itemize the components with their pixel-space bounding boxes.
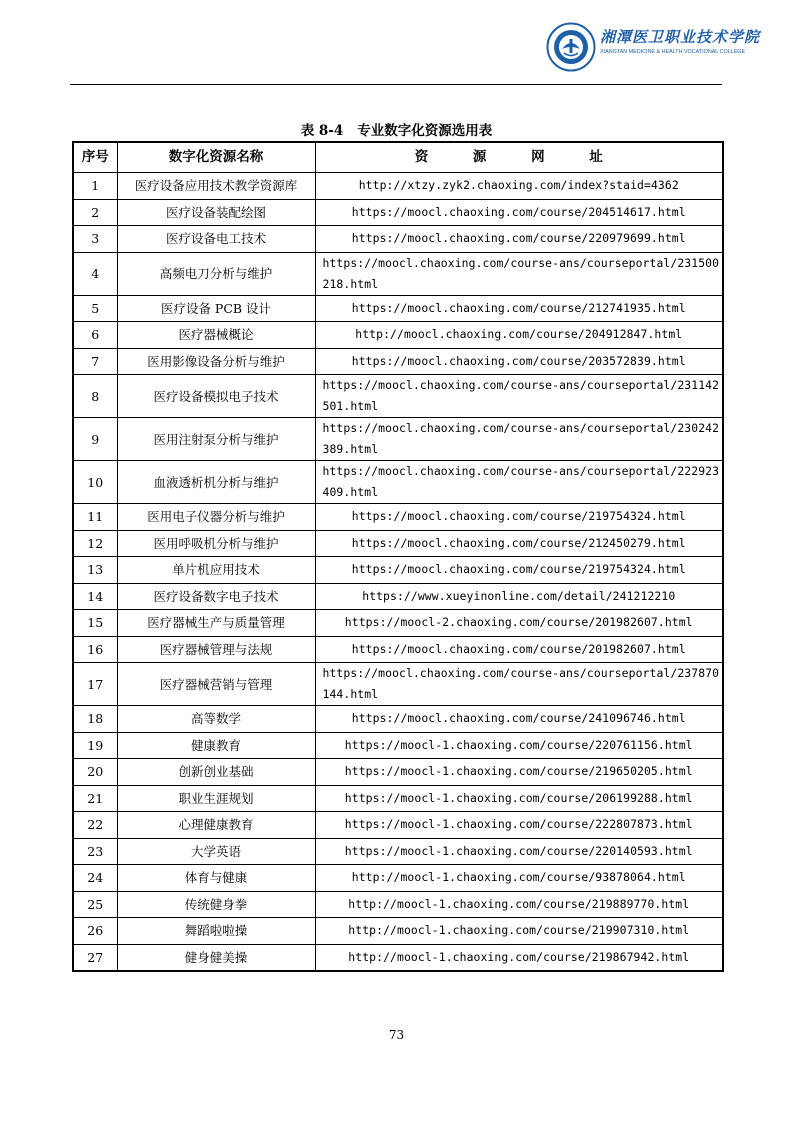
resource-name: 医疗设备应用技术教学资源库 [117, 173, 315, 200]
resource-name: 心理健康教育 [117, 812, 315, 839]
row-number: 14 [73, 583, 117, 610]
table-row [73, 944, 723, 971]
table-row [73, 461, 723, 504]
resource-url-link[interactable]: https://moocl.chaoxing.com/course/201982607.html [315, 636, 723, 663]
college-name-en: XIANGTAN MEDICINE & HEALTH VOCATIONAL COLLEGE [600, 49, 746, 55]
resource-url-link[interactable]: https://moocl-1.chaoxing.com/course/222807873.html [315, 812, 723, 839]
resource-name: 医疗器械概论 [117, 322, 315, 349]
row-number: 6 [73, 322, 117, 349]
header-divider [70, 84, 722, 85]
resource-url-link[interactable]: https://moocl.chaoxing.com/course/219754324.html [315, 557, 723, 584]
resource-name: 医用呼吸机分析与维护 [117, 530, 315, 557]
resource-name: 医疗器械营销与管理 [117, 663, 315, 706]
table-row [73, 706, 723, 733]
table-row [73, 583, 723, 610]
resource-url-link[interactable]: https://moocl-1.chaoxing.com/course/219650205.html [315, 759, 723, 786]
table-row [73, 785, 723, 812]
column-header-name: 数字化资源名称 [117, 142, 315, 173]
table-row [73, 891, 723, 918]
resource-url-link[interactable]: http://moocl.chaoxing.com/course/204912847.html [315, 322, 723, 349]
row-number: 22 [73, 812, 117, 839]
resource-url-link[interactable]: https://moocl-1.chaoxing.com/course/220140593.html [315, 838, 723, 865]
resource-url-link[interactable]: https://moocl.chaoxing.com/course/204514617.html [315, 199, 723, 226]
row-number: 9 [73, 418, 117, 461]
row-number: 1 [73, 173, 117, 200]
resource-url-link[interactable]: https://moocl.chaoxing.com/course/203572839.html [315, 348, 723, 375]
resource-name: 医疗设备电工技术 [117, 226, 315, 253]
table-row [73, 199, 723, 226]
row-number: 3 [73, 226, 117, 253]
row-number: 19 [73, 732, 117, 759]
college-logo-icon [546, 22, 596, 72]
resource-name: 医疗设备数字电子技术 [117, 583, 315, 610]
table-row [73, 418, 723, 461]
table-number: 表 8-4 [300, 123, 344, 139]
table-title: 专业数字化资源选用表 [357, 123, 493, 139]
resource-url-link[interactable]: https://moocl-1.chaoxing.com/course/220761156.html [315, 732, 723, 759]
table-row [73, 610, 723, 637]
table-row [73, 812, 723, 839]
table-row [73, 663, 723, 706]
resource-url-link[interactable]: https://moocl.chaoxing.com/course-ans/courseportal/230242389.html [315, 418, 723, 461]
table-row [73, 838, 723, 865]
resource-name: 血液透析机分析与维护 [117, 461, 315, 504]
resource-url-link[interactable]: https://moocl-2.chaoxing.com/course/201982607.html [315, 610, 723, 637]
table-row [73, 636, 723, 663]
resource-url-link[interactable]: https://moocl.chaoxing.com/course-ans/courseportal/237870144.html [315, 663, 723, 706]
resource-url-link[interactable]: https://moocl.chaoxing.com/course/220979699.html [315, 226, 723, 253]
resource-name: 舞蹈啦啦操 [117, 918, 315, 945]
resource-name: 医疗设备模拟电子技术 [117, 375, 315, 418]
row-number: 20 [73, 759, 117, 786]
resource-url-link[interactable]: http://moocl-1.chaoxing.com/course/219889770.html [315, 891, 723, 918]
resource-name: 医疗器械管理与法规 [117, 636, 315, 663]
row-number: 4 [73, 252, 117, 295]
resource-name: 健身健美操 [117, 944, 315, 971]
row-number: 17 [73, 663, 117, 706]
resource-url-link[interactable]: https://moocl.chaoxing.com/course/241096746.html [315, 706, 723, 733]
resource-name: 高等数学 [117, 706, 315, 733]
row-number: 7 [73, 348, 117, 375]
resource-name: 大学英语 [117, 838, 315, 865]
table-row [73, 732, 723, 759]
row-number: 16 [73, 636, 117, 663]
row-number: 8 [73, 375, 117, 418]
resource-url-link[interactable]: https://moocl.chaoxing.com/course/212741935.html [315, 295, 723, 322]
resource-name: 医疗设备装配绘图 [117, 199, 315, 226]
row-number: 5 [73, 295, 117, 322]
row-number: 13 [73, 557, 117, 584]
row-number: 23 [73, 838, 117, 865]
resource-name: 医疗设备 PCB 设计 [117, 295, 315, 322]
table-row [73, 557, 723, 584]
resource-name: 体育与健康 [117, 865, 315, 892]
college-name [600, 26, 770, 55]
table-row [73, 865, 723, 892]
row-number: 12 [73, 530, 117, 557]
resource-name: 职业生涯规划 [117, 785, 315, 812]
column-header-no: 序号 [73, 142, 117, 173]
table-row [73, 348, 723, 375]
resource-url-link[interactable]: http://moocl-1.chaoxing.com/course/219867942.html [315, 944, 723, 971]
row-number: 18 [73, 706, 117, 733]
page-header [0, 20, 793, 80]
row-number: 26 [73, 918, 117, 945]
resource-url-link[interactable]: https://www.xueyinonline.com/detail/241212210 [315, 583, 723, 610]
table-row [73, 504, 723, 531]
table-row [73, 375, 723, 418]
college-name-cn: 湘潭医卫职业技术学院 [600, 28, 761, 46]
row-number: 2 [73, 199, 117, 226]
table-row [73, 530, 723, 557]
row-number: 24 [73, 865, 117, 892]
resource-name: 创新创业基础 [117, 759, 315, 786]
resource-name: 医用影像设备分析与维护 [117, 348, 315, 375]
row-number: 15 [73, 610, 117, 637]
resource-url-link[interactable]: https://moocl.chaoxing.com/course-ans/courseportal/222923409.html [315, 461, 723, 504]
resource-url-link[interactable]: http://xtzy.zyk2.chaoxing.com/index?staid=4362 [315, 173, 723, 200]
column-header-url: 资 源 网 址 [315, 142, 723, 173]
table-header-row [73, 142, 723, 173]
table-row [73, 295, 723, 322]
resource-table [72, 141, 724, 972]
table-row [73, 252, 723, 295]
table-caption [0, 119, 793, 139]
resource-url-link[interactable]: http://moocl-1.chaoxing.com/course/219907310.html [315, 918, 723, 945]
page-number: 73 [388, 1028, 405, 1042]
resource-name: 单片机应用技术 [117, 557, 315, 584]
resource-name: 高频电刀分析与维护 [117, 252, 315, 295]
resource-name: 医用注射泵分析与维护 [117, 418, 315, 461]
resource-url-link[interactable]: https://moocl.chaoxing.com/course/219754324.html [315, 504, 723, 531]
row-number: 25 [73, 891, 117, 918]
resource-url-link[interactable]: https://moocl.chaoxing.com/course/212450279.html [315, 530, 723, 557]
row-number: 27 [73, 944, 117, 971]
row-number: 21 [73, 785, 117, 812]
resource-url-link[interactable]: https://moocl.chaoxing.com/course-ans/courseportal/231142501.html [315, 375, 723, 418]
row-number: 11 [73, 504, 117, 531]
table-row [73, 759, 723, 786]
table-row [73, 173, 723, 200]
resource-name: 传统健身拳 [117, 891, 315, 918]
table-row [73, 226, 723, 253]
table-body [73, 173, 723, 972]
resource-url-link[interactable]: https://moocl-1.chaoxing.com/course/206199288.html [315, 785, 723, 812]
resource-name: 医疗器械生产与质量管理 [117, 610, 315, 637]
table-row [73, 918, 723, 945]
resource-url-link[interactable]: https://moocl.chaoxing.com/course-ans/courseportal/231500218.html [315, 252, 723, 295]
table-row [73, 322, 723, 349]
resource-url-link[interactable]: http://moocl-1.chaoxing.com/course/93878064.html [315, 865, 723, 892]
resource-name: 医用电子仪器分析与维护 [117, 504, 315, 531]
row-number: 10 [73, 461, 117, 504]
resource-name: 健康教育 [117, 732, 315, 759]
